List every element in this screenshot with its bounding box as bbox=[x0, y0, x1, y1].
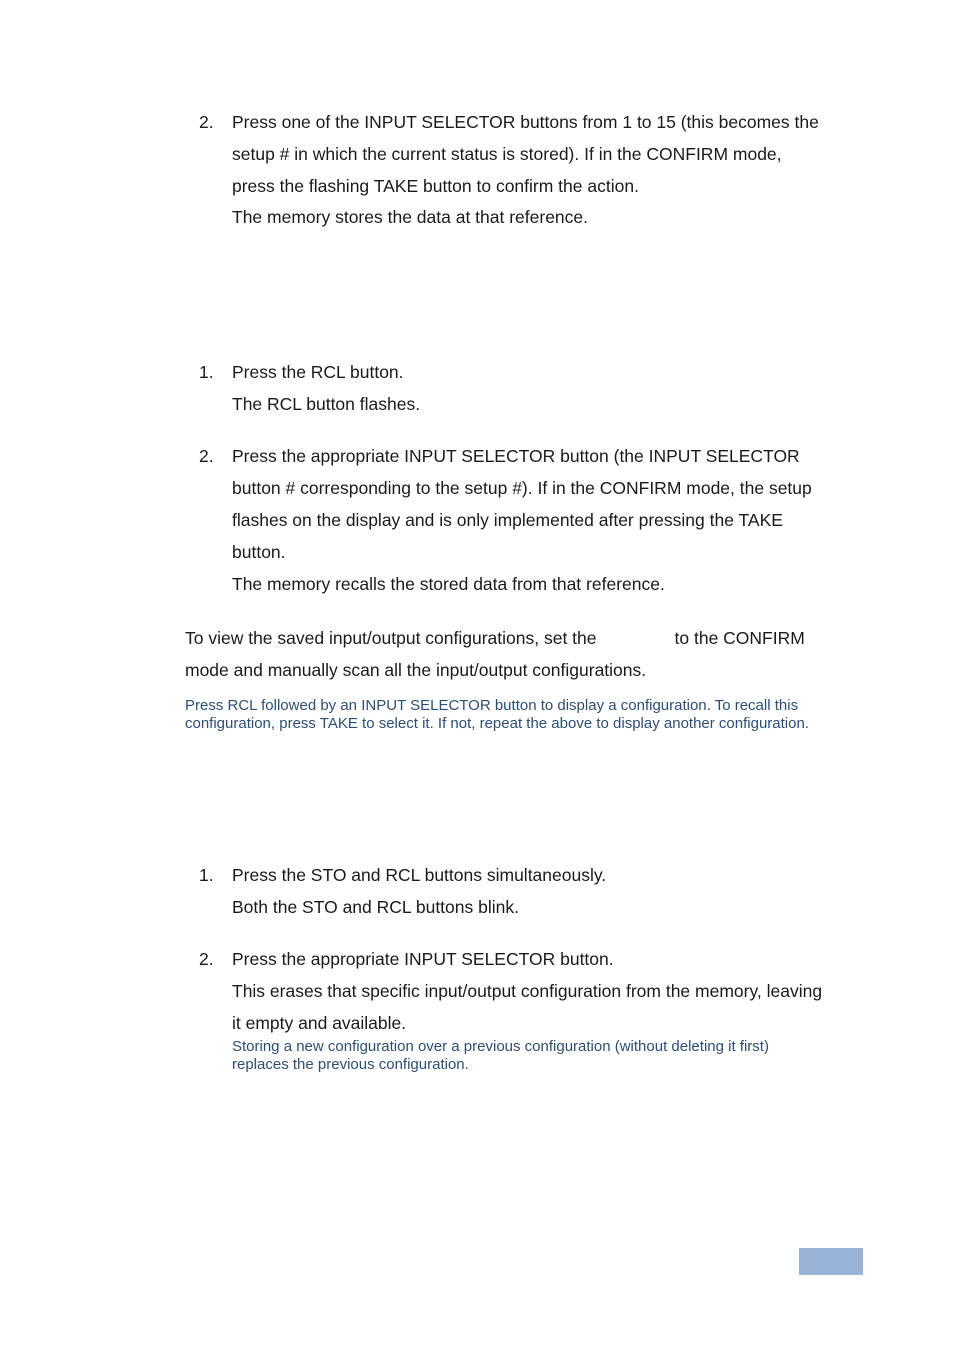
delete-note bbox=[232, 1038, 852, 1074]
note-line: configuration, press TAKE to select it. If not, repeat the above to display another configuration. bbox=[185, 715, 809, 732]
step-result-line: The memory stores the data at that reference. bbox=[232, 207, 589, 227]
step-number: 2. bbox=[199, 446, 214, 466]
step-result-line: The RCL button flashes. bbox=[232, 394, 421, 414]
step-text-line: press the flashing TAKE button to confirm the action. bbox=[232, 176, 639, 196]
step-text-line: button. bbox=[232, 542, 286, 562]
page-number-tab bbox=[799, 1248, 863, 1275]
step-number: 2. bbox=[199, 112, 214, 132]
step-result-line: it empty and available. bbox=[232, 1013, 407, 1033]
recall-step-2 bbox=[185, 440, 865, 600]
paragraph-text: to the CONFIRM bbox=[674, 628, 805, 648]
step-text-line: setup # in which the current status is stored). If in the CONFIRM mode, bbox=[232, 144, 782, 164]
recall-step-1 bbox=[185, 356, 865, 420]
step-result-line: Both the STO and RCL buttons blink. bbox=[232, 897, 519, 917]
view-configurations-paragraph bbox=[185, 622, 865, 686]
step-text-line: Press the appropriate INPUT SELECTOR button. bbox=[232, 949, 614, 969]
note-line: replaces the previous configuration. bbox=[232, 1056, 469, 1073]
step-text-line: Press the STO and RCL buttons simultaneously. bbox=[232, 865, 607, 885]
step-number: 1. bbox=[199, 362, 214, 382]
step-result-line: This erases that specific input/output configuration from the memory, leaving bbox=[232, 981, 823, 1001]
step-number: 1. bbox=[199, 865, 214, 885]
store-step-2 bbox=[185, 106, 865, 232]
step-result-line: The memory recalls the stored data from that reference. bbox=[232, 574, 665, 594]
step-text-line: Press one of the INPUT SELECTOR buttons from 1 to 15 (this becomes the bbox=[232, 112, 819, 132]
paragraph-text: mode and manually scan all the input/output configurations. bbox=[185, 660, 647, 680]
step-text-line: Press the RCL button. bbox=[232, 362, 404, 382]
paragraph-text: To view the saved input/output configurations, set the bbox=[185, 628, 597, 648]
delete-step-2 bbox=[185, 943, 865, 1039]
delete-step-1 bbox=[185, 859, 865, 923]
step-number: 2. bbox=[199, 949, 214, 969]
step-text-line: button # corresponding to the setup #). If in the CONFIRM mode, the setup bbox=[232, 478, 812, 498]
note-line: Storing a new configuration over a previous configuration (without deleting it first) bbox=[232, 1038, 769, 1055]
recall-note bbox=[185, 697, 885, 733]
note-line: Press RCL followed by an INPUT SELECTOR button to display a configuration. To recall this bbox=[185, 697, 799, 714]
step-text-line: flashes on the display and is only implemented after pressing the TAKE bbox=[232, 510, 783, 530]
step-text-line: Press the appropriate INPUT SELECTOR button (the INPUT SELECTOR bbox=[232, 446, 800, 466]
